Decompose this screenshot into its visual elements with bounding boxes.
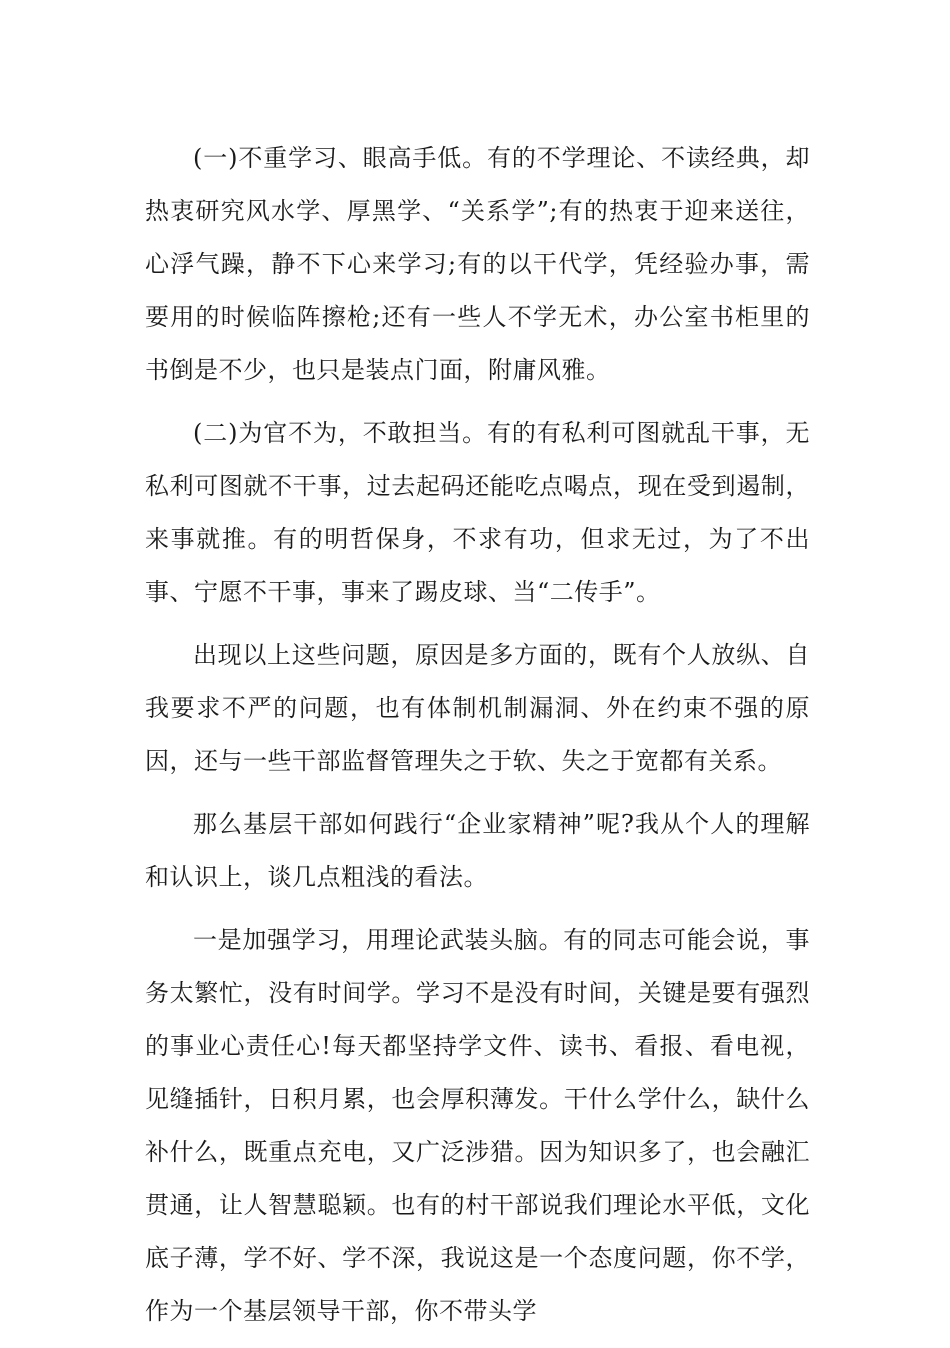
paragraph-5: 一是加强学习，用理论武装头脑。有的同志可能会说，事务太繁忙，没有时间学。学习不是没有时间，关键是要有强烈的事业心责任心!每天都坚持学文件、读书、看报、看电视，见缝插针，日积月累，也会厚积薄发。干什么学什么，缺什么补什么，既重点充电，又广泛涉猎。因为知识多了，也会融汇贯通，让人智慧聪颖。也有的村干部说我们理论水平低，文化底子薄，学不好、学不深，我说这是一个态度问题，你不学，作为一个基层领导干部，你不带头学: [145, 926, 810, 1325]
document-body: [145, 132, 810, 1348]
paragraph-2: (二)为官不为，不敢担当。有的有私利可图就乱干事，无私利可图就不干事，过去起码还能吃点喝点，现在受到遏制，来事就推。有的明哲保身，不求有功，但求无过，为了不出事、宁愿不干事，事来了踢皮球、当“二传手”。: [145, 419, 810, 606]
paragraph-4: 那么基层干部如何践行“企业家精神”呢?我从个人的理解和认识上，谈几点粗浅的看法。: [145, 810, 810, 891]
paragraph-1: (一)不重学习、眼高手低。有的不学理论、不读经典，却热衷研究风水学、厚黑学、“关系学”;有的热衷于迎来送往，心浮气躁，静不下心来学习;有的以干代学，凭经验办事，需要用的时候临阵擦枪;还有一些人不学无术，办公室书柜里的书倒是不少，也只是装点门面，附庸风雅。: [145, 144, 810, 384]
paragraph-3: 出现以上这些问题，原因是多方面的，既有个人放纵、自我要求不严的问题，也有体制机制漏洞、外在约束不强的原因，还与一些干部监督管理失之于软、失之于宽都有关系。: [145, 641, 810, 775]
